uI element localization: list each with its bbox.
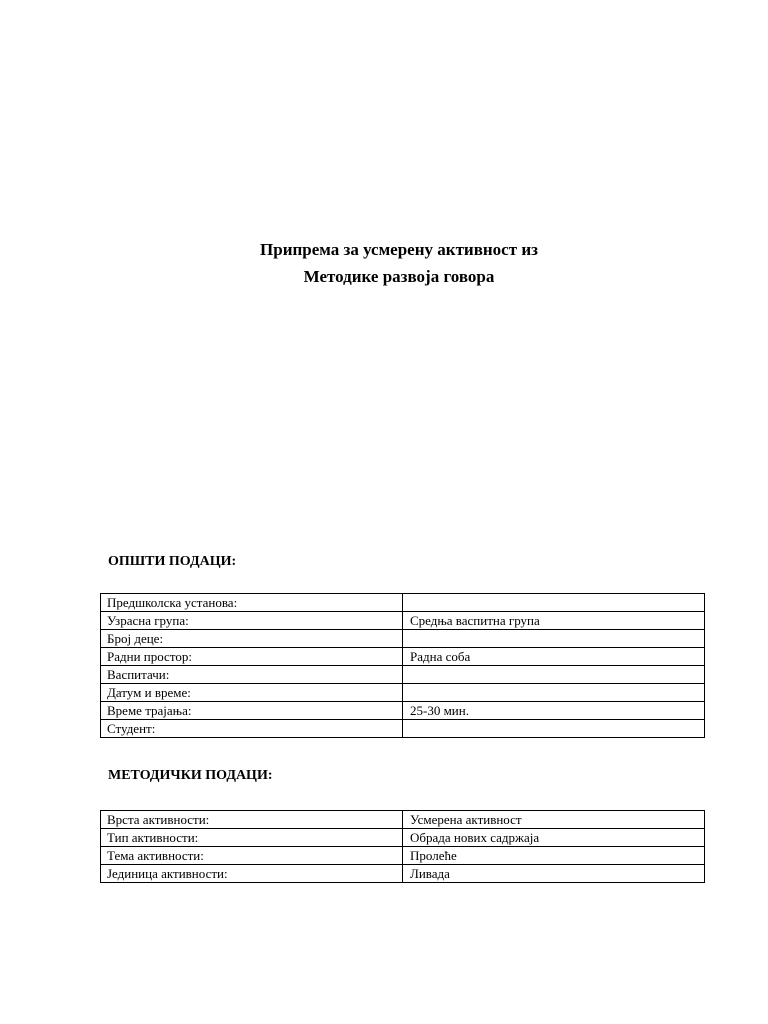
row-value bbox=[403, 684, 705, 702]
row-label: Време трајања: bbox=[101, 702, 403, 720]
methodical-data-heading: МЕТОДИЧКИ ПОДАЦИ: bbox=[108, 768, 273, 783]
document-title-line-1: Припрема за усмерену активност из bbox=[260, 240, 538, 259]
row-value: Средња васпитна група bbox=[403, 612, 705, 630]
document-title-line-2: Методике развоја говора bbox=[303, 267, 495, 286]
row-label: Васпитачи: bbox=[101, 666, 403, 684]
row-value: Радна соба bbox=[403, 648, 705, 666]
row-label: Број деце: bbox=[101, 630, 403, 648]
table-row bbox=[101, 720, 705, 738]
row-value bbox=[403, 666, 705, 684]
methodical-data-table bbox=[100, 810, 705, 883]
table-row bbox=[101, 829, 705, 847]
table-row bbox=[101, 612, 705, 630]
table-row bbox=[101, 865, 705, 883]
row-label: Студент: bbox=[101, 720, 403, 738]
row-label: Врста активности: bbox=[101, 811, 403, 829]
row-value: Обрада нових садржаја bbox=[403, 829, 705, 847]
general-data-heading: ОПШТИ ПОДАЦИ: bbox=[108, 554, 237, 569]
row-value: Усмерена активност bbox=[403, 811, 705, 829]
row-value bbox=[403, 594, 705, 612]
table-row bbox=[101, 702, 705, 720]
row-label: Тема активности: bbox=[101, 847, 403, 865]
table-row bbox=[101, 648, 705, 666]
row-label: Предшколска установа: bbox=[101, 594, 403, 612]
row-label: Јединица активности: bbox=[101, 865, 403, 883]
table-row bbox=[101, 630, 705, 648]
row-label: Радни простор: bbox=[101, 648, 403, 666]
row-label: Узрасна група: bbox=[101, 612, 403, 630]
table-row bbox=[101, 811, 705, 829]
table-row bbox=[101, 684, 705, 702]
row-label: Датум и време: bbox=[101, 684, 403, 702]
table-row bbox=[101, 847, 705, 865]
row-label: Тип активности: bbox=[101, 829, 403, 847]
table-row bbox=[101, 594, 705, 612]
general-data-table bbox=[100, 593, 705, 738]
row-value bbox=[403, 630, 705, 648]
row-value bbox=[403, 720, 705, 738]
row-value: 25-30 мин. bbox=[403, 702, 705, 720]
table-row bbox=[101, 666, 705, 684]
row-value: Ливада bbox=[403, 865, 705, 883]
row-value: Пролеће bbox=[403, 847, 705, 865]
document-title bbox=[0, 236, 768, 290]
